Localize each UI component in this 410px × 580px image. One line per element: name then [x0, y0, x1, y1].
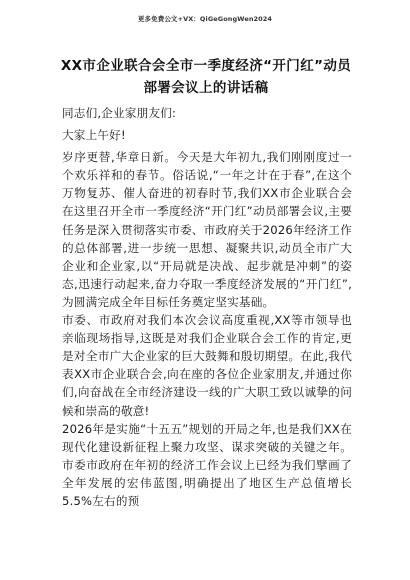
document-title: XX市企业联合会全市一季度经济“开门红”动员部署会议上的讲话稿 — [60, 58, 352, 96]
salutation: 同志们,企业家朋友们: — [62, 106, 177, 120]
document-body — [62, 104, 352, 510]
paragraph-3: 2026年是实施“十五五”规划的开局之年,也是我们XX在现代化建设新征程上聚力攻坚、谋求突破的关键之年。市委市政府在年初的经济工作会议上已经为我们擘画了全年发展的宏伟蓝图,明确提出了地区生产总值增长5.5%左右的预 — [62, 421, 352, 508]
paragraph-2: 市委、市政府对我们本次会议高度重视,XX等市领导也亲临现场指导,这既是对我们企业联合会工作的肯定,更是对全市广大企业家的巨大鼓舞和殷切期望。在此,我代表XX市企业联合会,向在座的各位企业家朋友,并通过你们,向奋战在全市经济建设一线的广大职工致以诚挚的问候和崇高的敬意! — [62, 313, 352, 418]
paragraph-1: 岁序更替,华章日新。今天是大年初九,我们刚刚度过一个欢乐祥和的春节。俗话说,“一年之计在于春”,在这个万物复苏、催人奋进的初春时节,我们XX市企业联合会在这里召开全市一季度经济“开门红”动员部署会议,主要任务是深入贯彻落实市委、市政府关于2026年经济工作的总体部署,进一步统一思想、凝聚共识,动员全市广大企业和企业家,以“开局就是决战、起步就是冲刺”的姿态,迅速行动起来,奋力夺取一季度经济发展的“开门红”,为圆满完成全年目标任务奠定坚实基础。 — [62, 150, 352, 309]
greeting: 大家上午好! — [62, 128, 126, 143]
header-note: 更多免费公文+VX：QiGeGongWen2024 — [137, 15, 273, 23]
